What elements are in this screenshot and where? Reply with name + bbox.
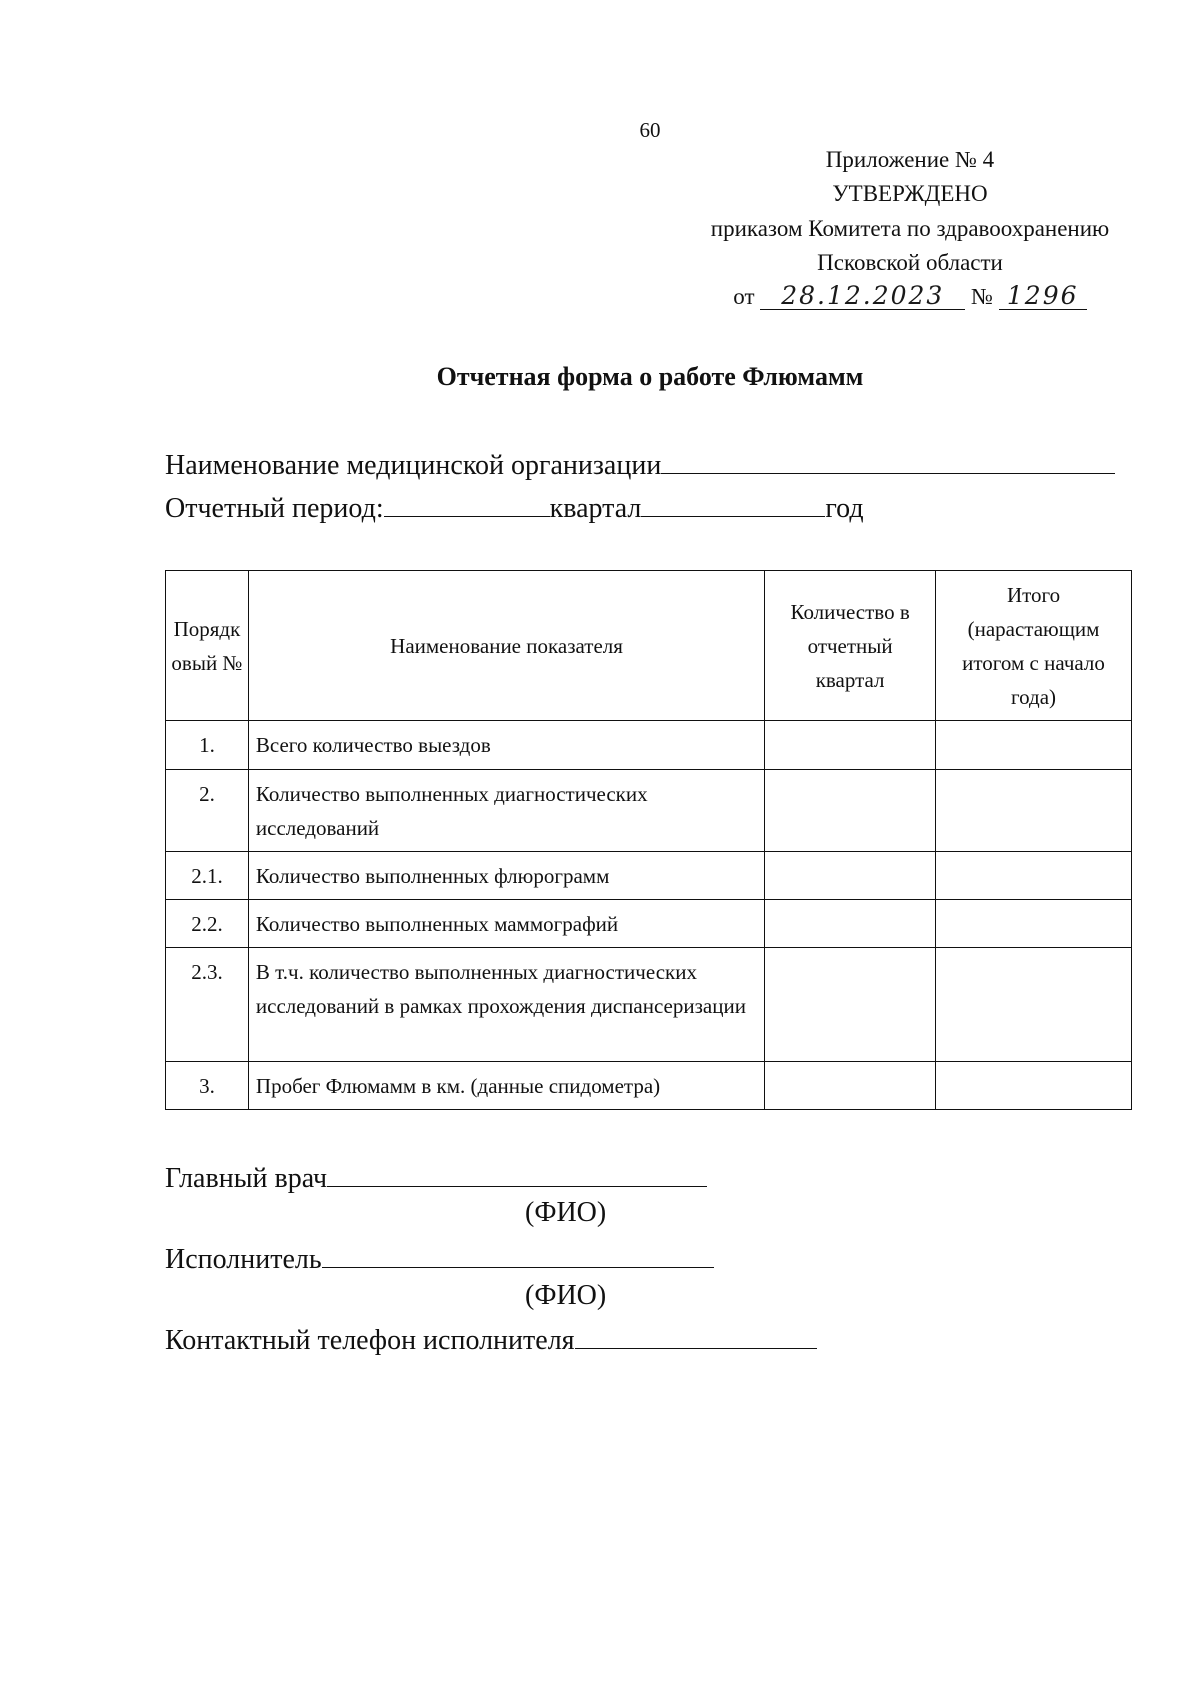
- quarter-value-cell[interactable]: [765, 770, 936, 852]
- phone-input-line[interactable]: [575, 1322, 817, 1349]
- row-indicator: Количество выполненных флюрограмм: [248, 852, 764, 900]
- row-indicator: Пробег Флюмамм в км. (данные спидометра): [248, 1062, 764, 1110]
- table-row: [166, 852, 1132, 900]
- header-indicator: Наименование показателя: [248, 571, 764, 721]
- number-prefix: №: [971, 284, 993, 309]
- header-ordinal: Порядковый №: [166, 571, 249, 721]
- cumulative-value-cell[interactable]: [936, 948, 1132, 1062]
- cumulative-value-cell[interactable]: [936, 852, 1132, 900]
- period-field: [165, 490, 864, 525]
- table-row: [166, 721, 1132, 770]
- table-header-row: [166, 571, 1132, 721]
- table-row: [166, 900, 1132, 948]
- row-indicator: Количество выполненных диагностических исследований: [248, 770, 764, 852]
- approved-label: УТВЕРЖДЕНО: [832, 181, 988, 206]
- organization-field: [165, 447, 1115, 482]
- quarter-label: квартал: [549, 493, 642, 524]
- chief-fio-hint: (ФИО): [525, 1197, 607, 1228]
- table-row: [166, 1062, 1132, 1110]
- date-prefix: от: [733, 284, 755, 309]
- row-number: 2.3.: [166, 948, 249, 1062]
- row-number: 2.2.: [166, 900, 249, 948]
- row-number: 3.: [166, 1062, 249, 1110]
- document-title: Отчетная форма о работе Флюмамм: [436, 362, 864, 391]
- phone-label: Контактный телефон исполнителя: [165, 1325, 575, 1356]
- cumulative-value-cell[interactable]: [936, 770, 1132, 852]
- quarter-value-cell[interactable]: [765, 948, 936, 1062]
- executor-fio-hint: (ФИО): [525, 1280, 607, 1311]
- table-row: [166, 948, 1132, 1062]
- appendix-number: Приложение № 4: [825, 147, 995, 172]
- page-number: 60: [639, 118, 661, 142]
- quarter-value-cell[interactable]: [765, 900, 936, 948]
- header-quarter-count: Количество в отчетный квартал: [765, 571, 936, 721]
- quarter-value-cell[interactable]: [765, 721, 936, 770]
- quarter-value-cell[interactable]: [765, 1062, 936, 1110]
- quarter-input-line[interactable]: [384, 490, 550, 517]
- executor-signature-line[interactable]: [322, 1241, 714, 1268]
- row-number: 1.: [166, 721, 249, 770]
- order-committee: приказом Комитета по здравоохранению: [710, 216, 1110, 241]
- chief-signature-field: [165, 1160, 707, 1195]
- table-row: [166, 770, 1132, 852]
- order-date-line: [640, 283, 1180, 310]
- quarter-value-cell[interactable]: [765, 852, 936, 900]
- year-input-line[interactable]: [641, 490, 825, 517]
- order-region: Псковской области: [817, 250, 1003, 275]
- handwritten-number: 1296: [999, 283, 1087, 310]
- organization-label: Наименование медицинской организации: [165, 450, 662, 481]
- period-label: Отчетный период:: [165, 493, 384, 524]
- cumulative-value-cell[interactable]: [936, 900, 1132, 948]
- chief-label: Главный врач: [165, 1163, 328, 1194]
- header-cumulative-total: Итого (нарастающим итогом с начало года): [936, 571, 1132, 721]
- cumulative-value-cell[interactable]: [936, 721, 1132, 770]
- executor-signature-field: [165, 1241, 714, 1276]
- chief-signature-line[interactable]: [327, 1160, 707, 1187]
- executor-label: Исполнитель: [165, 1244, 322, 1275]
- handwritten-date: 28.12.2023: [760, 283, 965, 310]
- row-number: 2.: [166, 770, 249, 852]
- report-table: [165, 570, 1132, 1110]
- year-label: год: [825, 493, 864, 524]
- row-indicator: В т.ч. количество выполненных диагностических исследований в рамках прохождения диспансеризации: [248, 948, 764, 1062]
- row-indicator: Количество выполненных маммографий: [248, 900, 764, 948]
- phone-field: [165, 1322, 817, 1357]
- row-indicator: Всего количество выездов: [248, 721, 764, 770]
- cumulative-value-cell[interactable]: [936, 1062, 1132, 1110]
- organization-input-line[interactable]: [661, 447, 1115, 474]
- row-number: 2.1.: [166, 852, 249, 900]
